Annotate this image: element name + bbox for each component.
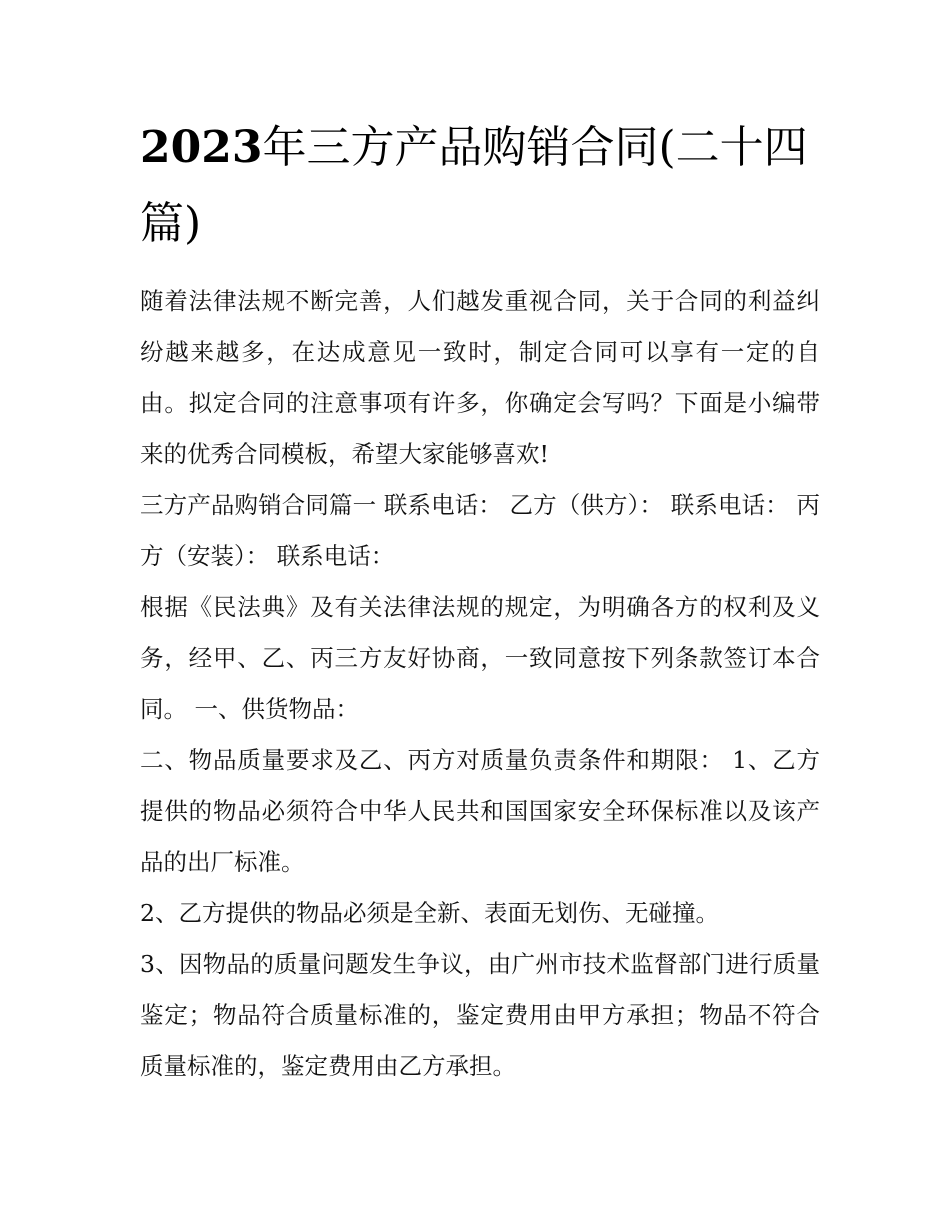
clause-2-paragraph: 二、物品质量要求及乙、丙方对质量负责条件和期限： 1、乙方提供的物品必须符合中华人民共和国国家安全环保标准以及该产品的出厂标准。 (140, 746, 820, 876)
preamble-paragraph: 根据《民法典》及有关法律法规的规定，为明确各方的权利及义务，经甲、乙、丙三方友好协商，一致同意按下列条款签订本合同。 一、供货物品： (140, 593, 820, 723)
title-text: 年三方产品购销合同(二十四篇) (140, 122, 808, 249)
title-year: 2023 (140, 122, 263, 173)
clause-2-item-2: 2、乙方提供的物品必须是全新、表面无划伤、无碰撞。 (140, 899, 719, 927)
parties-paragraph: 三方产品购销合同篇一 联系电话： 乙方（供方）： 联系电话： 丙方（安装）： 联系电话： (140, 491, 820, 570)
clause-2-item-3: 3、因物品的质量问题发生争议，由广州市技术监督部门进行质量鉴定；物品符合质量标准的，鉴定费用由甲方承担；物品不符合质量标准的，鉴定费用由乙方承担。 (140, 950, 820, 1080)
document-page (140, 110, 820, 1092)
intro-paragraph: 随着法律法规不断完善，人们越发重视合同，关于合同的利益纠纷越来越多，在达成意见一致时，制定合同可以享有一定的自由。拟定合同的注意事项有许多，你确定会写吗？下面是小编带来的优秀合同模板，希望大家能够喜欢! (140, 287, 820, 468)
document-title (140, 110, 820, 262)
